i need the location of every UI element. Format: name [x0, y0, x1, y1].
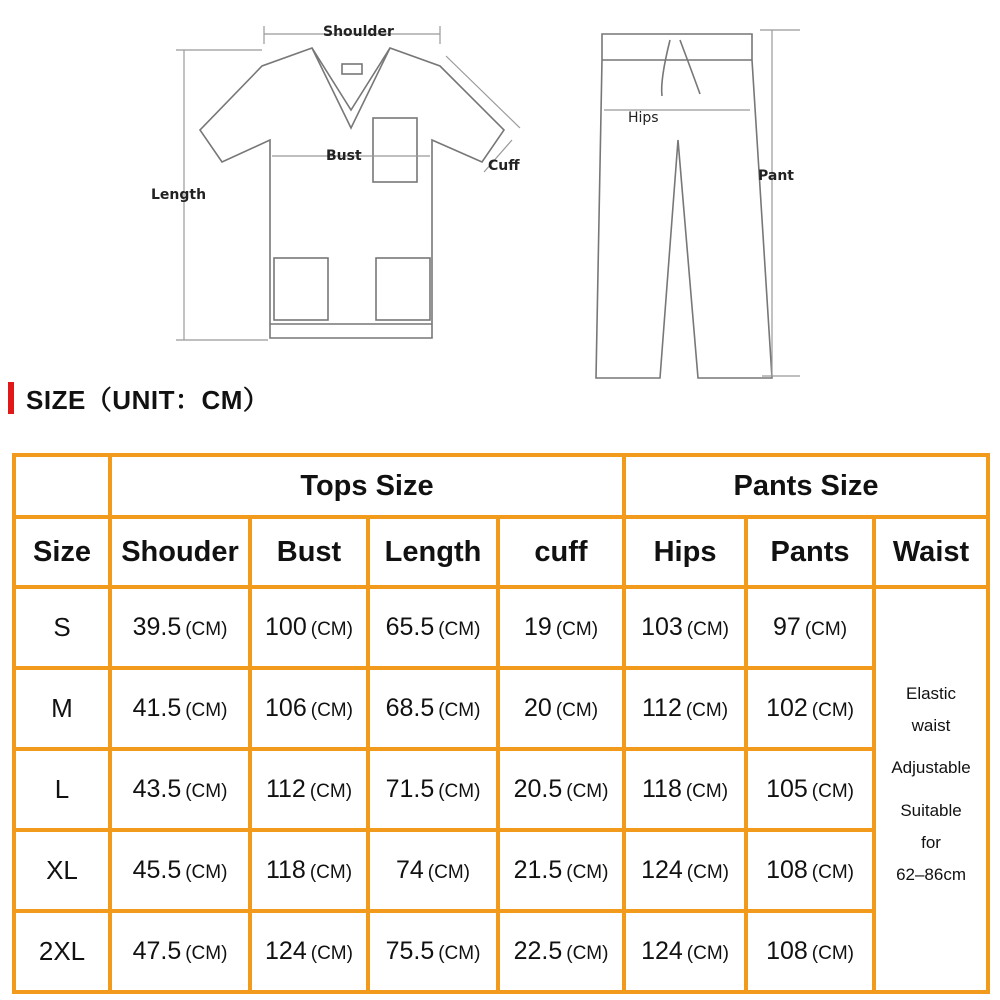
bust-cell: 124 (CM): [250, 911, 368, 992]
bust-cell: 100 (CM): [250, 587, 368, 668]
garment-illustration: [0, 0, 1000, 380]
pants-cell: 108 (CM): [746, 830, 874, 911]
col-size: Size: [14, 517, 110, 587]
length-cell: 75.5 (CM): [368, 911, 498, 992]
bust-label: Bust: [326, 148, 362, 164]
hips-cell: 124 (CM): [624, 830, 746, 911]
cuff-label: Cuff: [488, 158, 520, 174]
col-waist: Waist: [874, 517, 988, 587]
pants-cell: 102 (CM): [746, 668, 874, 749]
col-shoulder: Shouder: [110, 517, 250, 587]
pants-size-header: Pants Size: [624, 455, 988, 517]
group-header-row: [14, 455, 988, 517]
heading-accent-bar: [8, 382, 14, 414]
shoulder-cell: 47.5 (CM): [110, 911, 250, 992]
size-cell: L: [14, 749, 110, 830]
waist-elastic-text: Elastic waist: [905, 683, 957, 735]
shoulder-label: Shoulder: [323, 24, 394, 40]
hips-cell: 112 (CM): [624, 668, 746, 749]
pants-cell: 97 (CM): [746, 587, 874, 668]
hips-cell: 118 (CM): [624, 749, 746, 830]
size-table: [12, 453, 990, 994]
bust-cell: 106 (CM): [250, 668, 368, 749]
length-cell: 74 (CM): [368, 830, 498, 911]
scrub-top-outline: [200, 48, 504, 338]
left-lower-pocket: [274, 258, 328, 320]
chest-pocket: [373, 118, 417, 182]
cuff-cell: 20 (CM): [498, 668, 624, 749]
scrub-top-neckline: [312, 48, 390, 128]
pants-cell: 105 (CM): [746, 749, 874, 830]
hips-cell: 103 (CM): [624, 587, 746, 668]
cuff-cell: 19 (CM): [498, 587, 624, 668]
cuff-cell: 20.5 (CM): [498, 749, 624, 830]
col-length: Length: [368, 517, 498, 587]
pant-label: Pant: [758, 168, 794, 184]
length-cell: 65.5 (CM): [368, 587, 498, 668]
measurement-diagram: [0, 0, 1000, 380]
size-cell: M: [14, 668, 110, 749]
pants-cell: 108 (CM): [746, 911, 874, 992]
table-row-m: [14, 668, 988, 749]
size-cell: S: [14, 587, 110, 668]
hips-label: Hips: [628, 110, 659, 126]
cuff-cell: 21.5 (CM): [498, 830, 624, 911]
table-row-2xl: [14, 911, 988, 992]
size-heading-text: SIZE（UNIT：CM）: [26, 384, 270, 415]
hips-cell: 124 (CM): [624, 911, 746, 992]
length-cell: 68.5 (CM): [368, 668, 498, 749]
shoulder-cell: 45.5 (CM): [110, 830, 250, 911]
table-row-xl: [14, 830, 988, 911]
length-label: Length: [151, 187, 207, 203]
pants-outline: [596, 34, 772, 378]
shoulder-cell: 41.5 (CM): [110, 668, 250, 749]
waist-adjustable-text: Adjustable: [891, 758, 971, 778]
bust-cell: 118 (CM): [250, 830, 368, 911]
table-row-s: [14, 587, 988, 668]
right-lower-pocket: [376, 258, 430, 320]
col-pants: Pants: [746, 517, 874, 587]
empty-corner-cell: [14, 455, 110, 517]
tops-size-header: Tops Size: [110, 455, 624, 517]
col-hips: Hips: [624, 517, 746, 587]
bust-cell: 112 (CM): [250, 749, 368, 830]
drawstring: [662, 40, 700, 96]
size-heading: [8, 380, 269, 416]
shoulder-cell: 39.5 (CM): [110, 587, 250, 668]
column-header-row: [14, 517, 988, 587]
cuff-cell: 22.5 (CM): [498, 911, 624, 992]
col-cuff: cuff: [498, 517, 624, 587]
waist-range-text: Suitable for 62–86cm: [896, 800, 966, 885]
size-cell: XL: [14, 830, 110, 911]
col-bust: Bust: [250, 517, 368, 587]
shoulder-cell: 43.5 (CM): [110, 749, 250, 830]
length-cell: 71.5 (CM): [368, 749, 498, 830]
table-row-l: [14, 749, 988, 830]
waist-cell: [874, 587, 988, 992]
size-cell: 2XL: [14, 911, 110, 992]
